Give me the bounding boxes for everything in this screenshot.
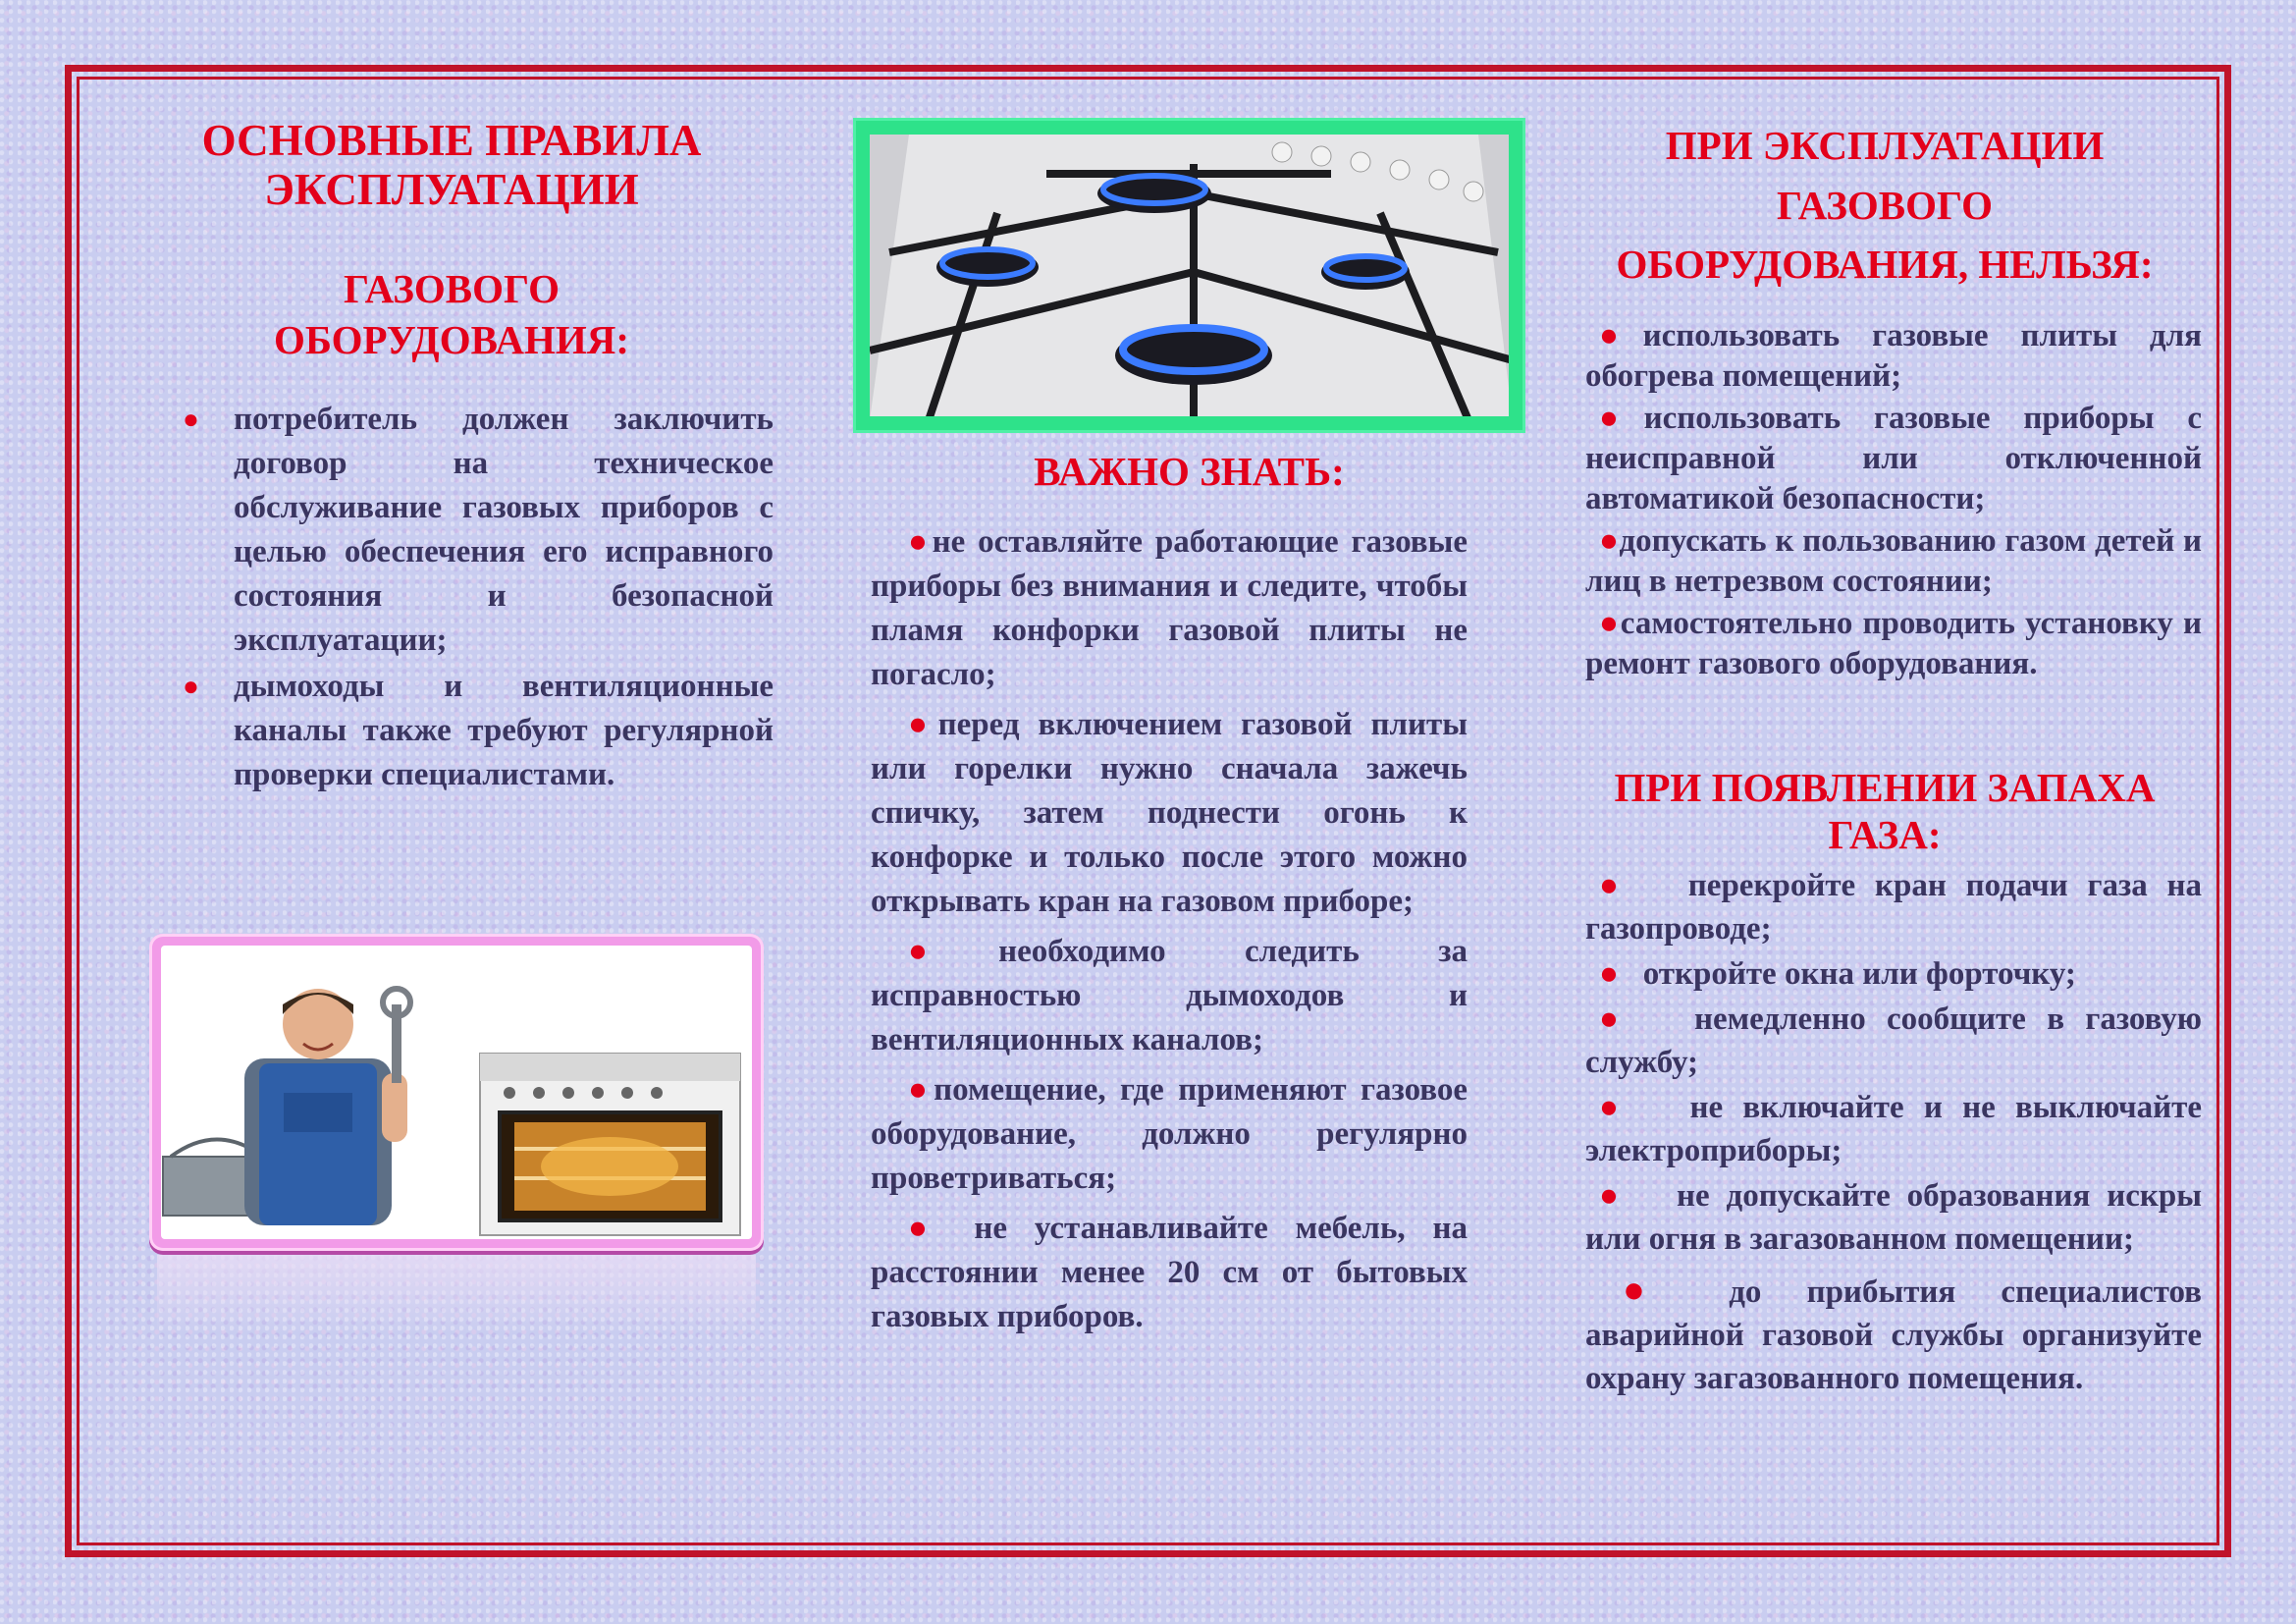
list-item: ● откройте окна или форточку; [1599, 956, 2076, 992]
bullet-icon: ● [908, 707, 938, 742]
list-item: ●необходимо следить за исправностью дымоходов и вентиляционных каналов; [871, 934, 1468, 1057]
left-title-line-1: ОСНОВНЫЕ ПРАВИЛА [201, 116, 702, 165]
bullet-icon: ● [908, 1072, 934, 1108]
image-reflection [157, 1255, 756, 1333]
middle-title: ВАЖНО ЗНАТЬ: [1034, 449, 1345, 494]
list-item: ● перекройте кран подачи газа на газопроводе; [1585, 868, 2202, 947]
worker-with-oven-image [161, 946, 752, 1239]
worker-with-oven-illustration [161, 946, 752, 1239]
bullet-icon: ● [908, 1211, 975, 1246]
bullet-icon: ● [1599, 1090, 1690, 1125]
right-title-line-2: ГАЗОВОГО [1777, 182, 1993, 228]
bullet-icon: ● [1599, 1178, 1678, 1214]
bullet-icon: ● [1599, 318, 1643, 353]
bullet-icon: ● [1599, 606, 1621, 641]
left-title-line-2: ЭКСПЛУАТАЦИИ [264, 165, 639, 215]
bullet-icon: ● [1599, 956, 1643, 992]
right-forbidden-list [1585, 316, 2202, 686]
list-item: ● до прибытия специалистов аварийной газовой службы организуйте охрану загазованного помещения. [1585, 1270, 2202, 1396]
bullet-icon: ● [1599, 868, 1688, 903]
list-item: ●перед включением газовой плиты или горелки нужно сначала зажечь спичку, затем поднести огонь к конфорке и только после этого можно открывать кран на газовом приборе; [871, 707, 1468, 919]
right-title-line-1: ПРИ ЭКСПЛУАТАЦИИ [1665, 123, 2105, 168]
right-title-line-3: ОБОРУДОВАНИЯ, НЕЛЬЗЯ: [1616, 242, 2154, 288]
gas-stove-burners-image [870, 135, 1509, 416]
list-item: ● не включайте и не выключайте электроприборы; [1585, 1090, 2202, 1168]
gas-smell-list [1585, 864, 2202, 1406]
list-item: ● дымоходы и вентиляционные каналы также требуют регулярной проверки специалистами. [183, 665, 774, 797]
left-subtitle-line-1: ГАЗОВОГО [344, 266, 560, 311]
left-title [147, 116, 756, 215]
list-item: ● не устанавливайте мебель, на расстоянии менее 20 см от бытовых газовых приборов. [871, 1211, 1468, 1334]
bullet-icon: ● [1623, 1270, 1730, 1311]
list-item: ●помещение, где применяют газовое оборудование, должно регулярно проветриваться; [871, 1072, 1468, 1196]
left-rules-list [183, 398, 774, 799]
bullet-icon: ● [1599, 523, 1620, 559]
middle-important-list [871, 520, 1468, 1345]
gas-stove-illustration [870, 135, 1509, 416]
bullet-icon: ● [908, 524, 933, 560]
list-item: ●допускать к пользованию газом детей и лиц в нетрезвом состоянии; [1585, 523, 2203, 599]
list-item: ● не допускайте образования искры или огня в загазованном помещении; [1585, 1178, 2202, 1257]
list-item: ● немедленно сообщите в газовую службу; [1585, 1001, 2202, 1080]
gas-smell-title [1571, 764, 2199, 859]
bullet-icon: ● [183, 672, 199, 702]
gas-smell-title-line-1: ПРИ ПОЯВЛЕНИИ ЗАПАХА [1614, 765, 2156, 810]
list-item: ●использовать газовые приборы с неисправной или отключенной автоматикой безопасности; [1585, 401, 2202, 516]
stove-image-frame [853, 118, 1525, 433]
bullet-icon: ● [183, 405, 199, 435]
bullet-icon: ● [908, 934, 999, 969]
list-item: ●самостоятельно проводить установку и ремонт газового оборудования. [1585, 606, 2203, 681]
gas-smell-title-line-2: ГАЗА: [1828, 812, 1942, 858]
left-subtitle-line-2: ОБОРУДОВАНИЯ: [273, 317, 630, 363]
left-subtitle [147, 263, 756, 366]
right-title [1571, 116, 2199, 295]
bullet-icon: ● [1599, 1001, 1694, 1037]
list-item: ●использовать газовые плиты для обогрева помещений; [1585, 318, 2202, 394]
list-item: ●не оставляйте работающие газовые приборы без внимания и следите, чтобы пламя конфорки газовой плиты не погасло; [871, 524, 1468, 692]
list-item: ● потребитель должен заключить договор на техническое обслуживание газовых приборов с целью обеспечения его исправного состояния и безопасной эксплуатации; [183, 398, 774, 663]
worker-image-frame [149, 934, 764, 1251]
bullet-icon: ● [1599, 401, 1644, 436]
